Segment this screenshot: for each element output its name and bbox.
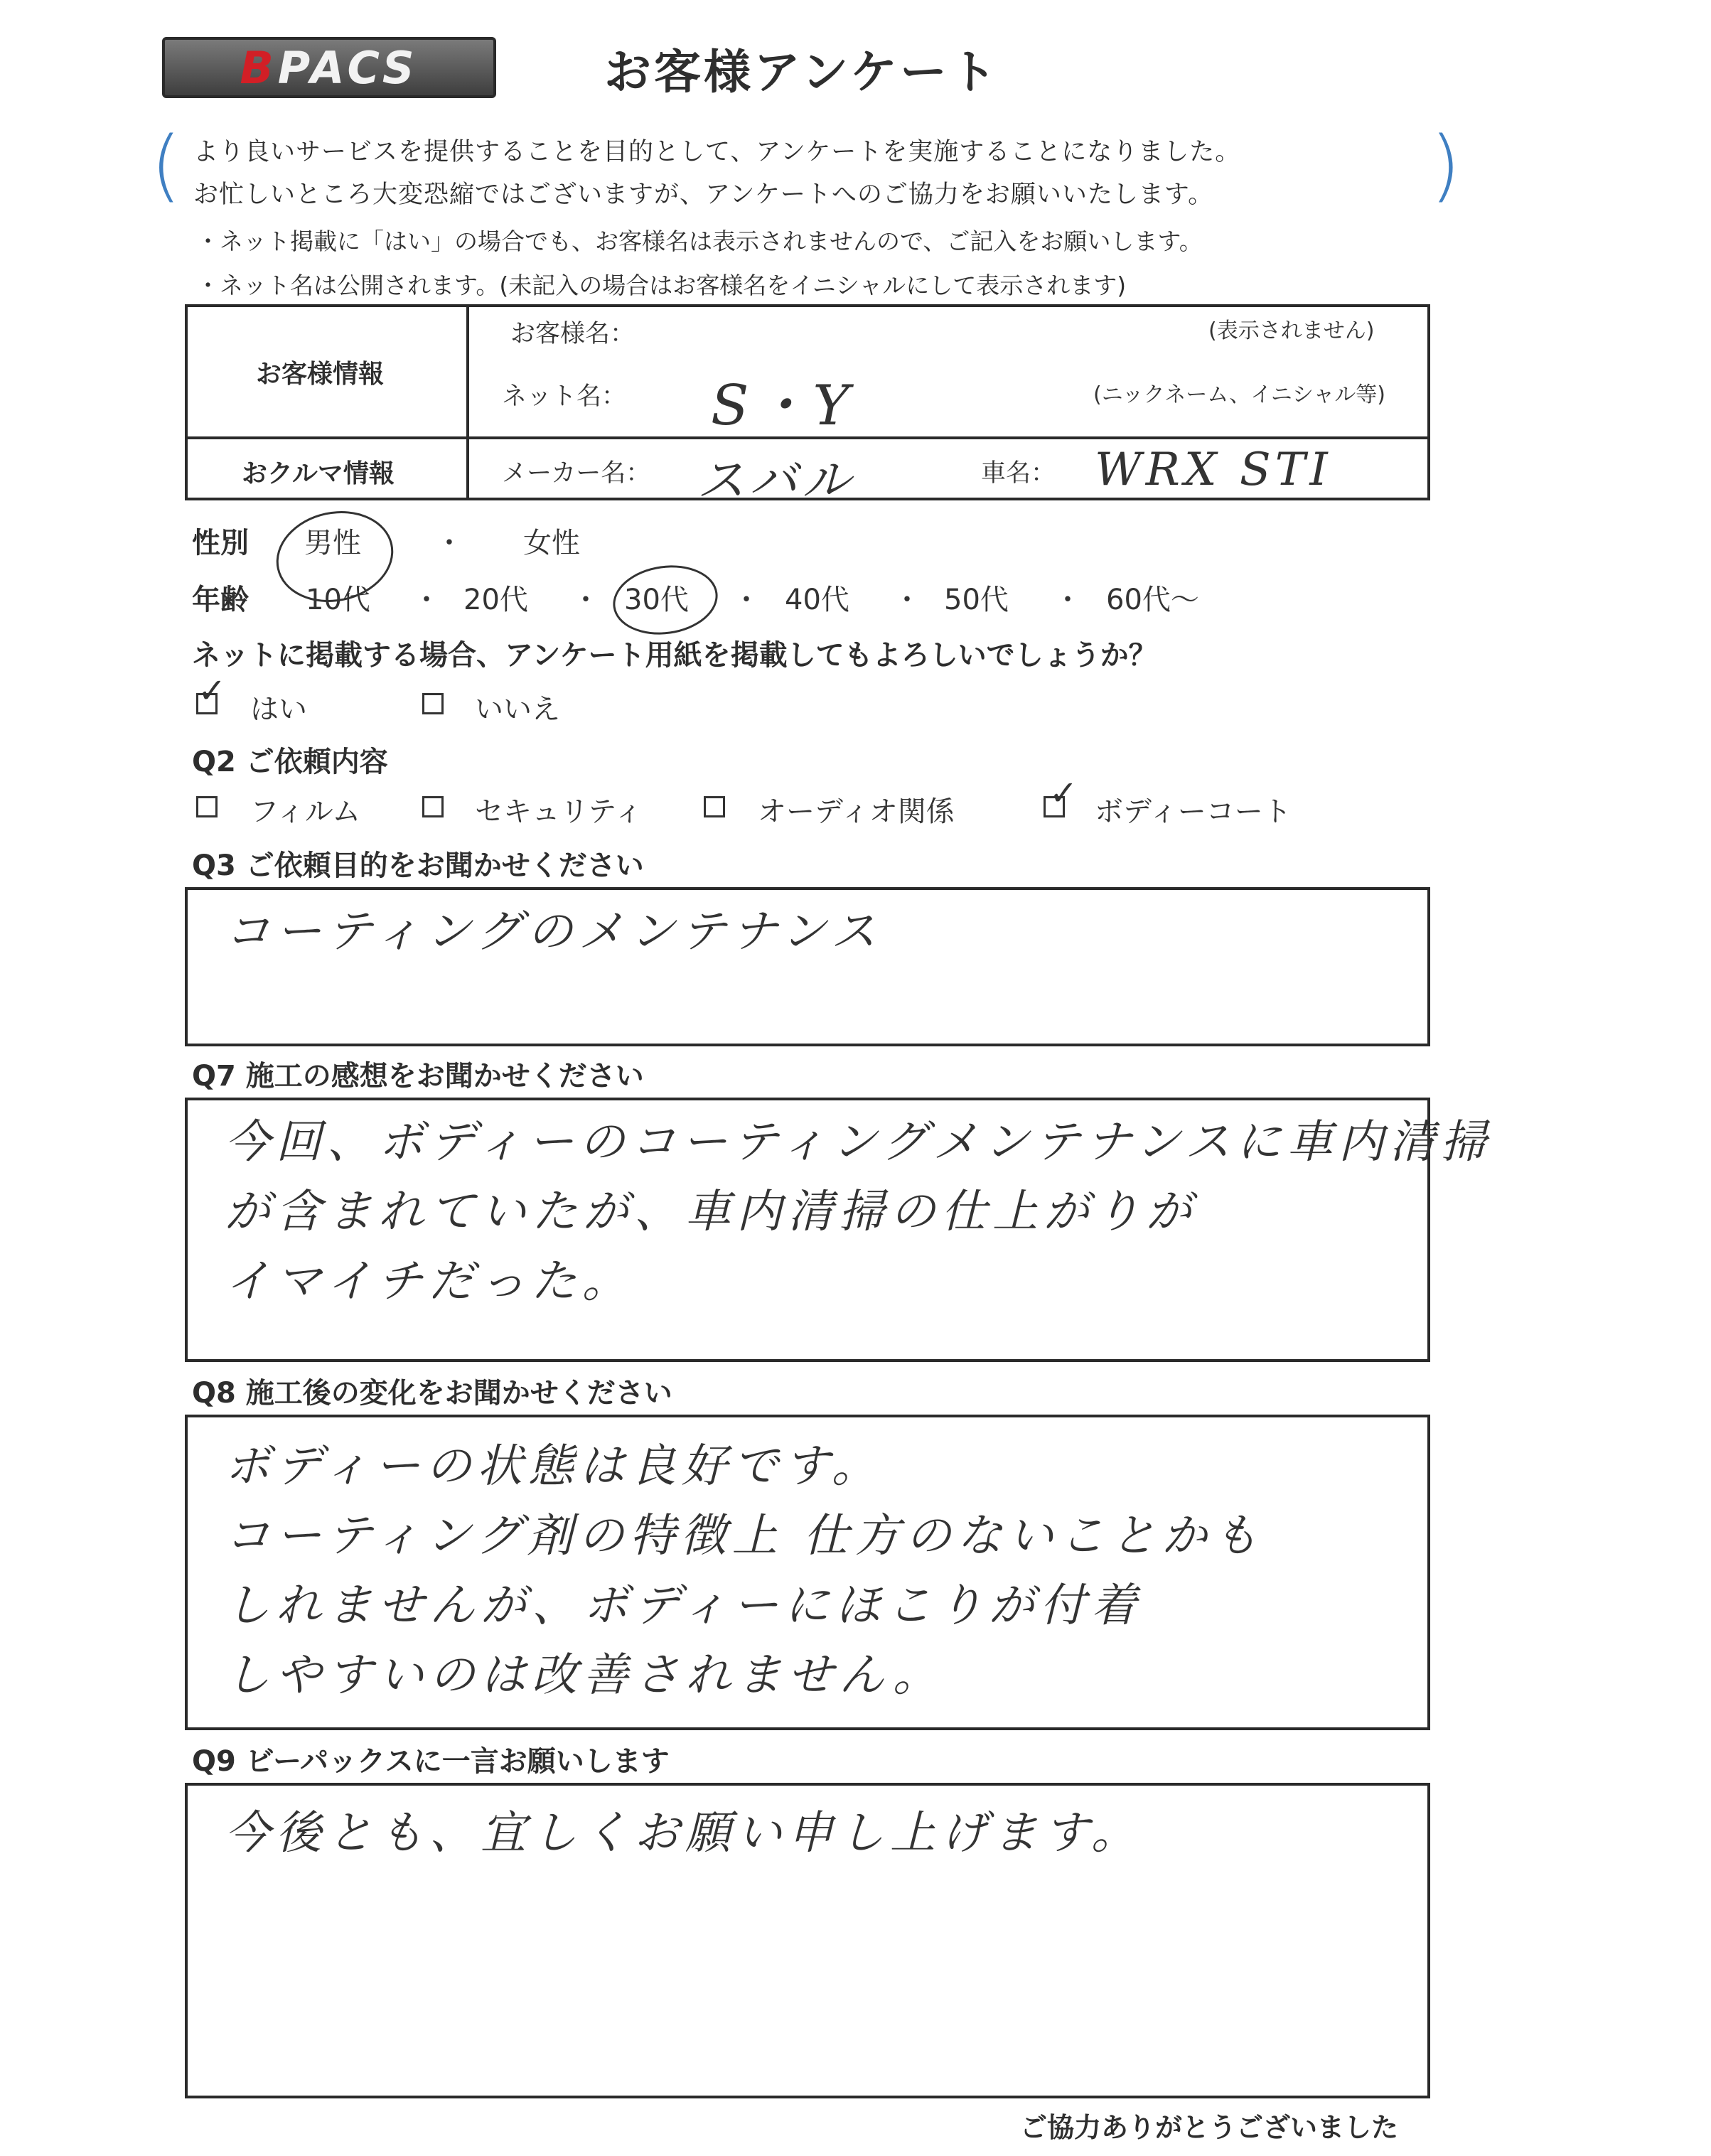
q8-answer: ボディーの状態は良好です。 コーティング剤の特徴上 仕方のないことかも しれませんが、ボディーにほこりが付着 しやすいのは改善されません。 bbox=[225, 1440, 1264, 1702]
maker-label: メーカー名： bbox=[502, 459, 651, 488]
bpacs-logo bbox=[162, 37, 496, 98]
net-name-label: ネット名： bbox=[502, 382, 627, 411]
q1-question: ネットに掲載する場合、アンケート用紙を掲載してもよろしいでしょうか？ bbox=[192, 639, 1157, 672]
net-name-note: (ニックネーム、イニシャル等) bbox=[1093, 382, 1386, 407]
car-name-value: WRX STI bbox=[1095, 444, 1332, 496]
customer-name-label: お客様名： bbox=[510, 320, 635, 348]
car-name-label: 車名： bbox=[981, 459, 1056, 488]
gender-option-male[interactable]: 男性 bbox=[304, 527, 361, 559]
q2-film-label: フィルム bbox=[250, 795, 361, 828]
maker-value: スバル bbox=[697, 453, 855, 509]
left-bracket-icon: ( bbox=[151, 119, 181, 210]
gender-separator: ・ bbox=[435, 527, 463, 559]
q2-security-label: セキュリティ bbox=[475, 795, 643, 828]
check-mark-icon: ✓ bbox=[198, 671, 227, 711]
footer-thanks: ご協力ありがとうございました bbox=[1019, 2112, 1398, 2143]
gender-option-female[interactable]: 女性 bbox=[523, 527, 580, 559]
q2-bodycoat-label: ボディーコート bbox=[1095, 795, 1292, 828]
age-label: 年齢 bbox=[192, 584, 249, 616]
age-option-30s[interactable]: 30代 bbox=[624, 584, 689, 616]
q1-no-checkbox[interactable] bbox=[422, 693, 444, 714]
q3-heading: Q3 ご依頼目的をお聞かせください bbox=[192, 849, 644, 882]
age-selected-circle-icon bbox=[608, 559, 722, 641]
logo-text: BPACS bbox=[240, 41, 419, 94]
gender-label: 性別 bbox=[192, 527, 249, 559]
q3-answer: コーティングのメンテナンス bbox=[225, 906, 882, 958]
right-bracket-icon: ) bbox=[1430, 119, 1461, 210]
table-divider-vertical bbox=[466, 304, 469, 500]
q2-audio-label: オーディオ関係 bbox=[758, 795, 955, 828]
age-separator: ・ bbox=[412, 584, 441, 616]
car-info-label: おクルマ情報 bbox=[242, 459, 395, 488]
check-mark-icon: ✓ bbox=[1049, 773, 1078, 813]
q7-heading: Q7 施工の感想をお聞かせください bbox=[192, 1060, 644, 1093]
q8-heading: Q8 施工後の変化をお聞かせください bbox=[192, 1377, 672, 1410]
age-separator: ・ bbox=[1053, 584, 1082, 616]
page-title: お客様アンケート bbox=[604, 45, 1000, 100]
age-separator: ・ bbox=[893, 584, 921, 616]
age-option-50s[interactable]: 50代 bbox=[944, 584, 1009, 616]
q2-audio-checkbox[interactable] bbox=[704, 796, 725, 817]
q2-film-checkbox[interactable] bbox=[196, 796, 218, 817]
q9-answer: 今後とも、宜しくお願い申し上げます。 bbox=[225, 1807, 1142, 1860]
age-separator: ・ bbox=[572, 584, 600, 616]
intro-line-2: お忙しいところ大変恐縮ではございますが、アンケートへのご協力をお願いいたします。 bbox=[193, 181, 1214, 209]
q9-heading: Q9 ビーパックスに一言お願いします bbox=[192, 1745, 670, 1778]
note-line-2: ・ネット名は公開されます。(未記入の場合はお客様名をイニシャルにして表示されます) bbox=[196, 272, 1127, 299]
age-option-40s[interactable]: 40代 bbox=[785, 584, 849, 616]
age-separator: ・ bbox=[732, 584, 761, 616]
intro-line-1: より良いサービスを提供することを目的として、アンケートを実施することになりました。 bbox=[193, 138, 1241, 166]
q2-security-checkbox[interactable] bbox=[422, 796, 444, 817]
q7-answer: 今回、ボディーのコーティングメンテナンスに車内清掃 が含まれていたが、車内清掃の仕上がりが イマイチだった。 bbox=[225, 1116, 1492, 1308]
customer-info-label: お客様情報 bbox=[256, 360, 385, 389]
customer-name-note: (表示されません) bbox=[1208, 318, 1375, 343]
age-option-20s[interactable]: 20代 bbox=[463, 584, 528, 616]
age-option-10s[interactable]: 10代 bbox=[306, 584, 370, 616]
q2-heading: Q2 ご依頼内容 bbox=[192, 746, 388, 778]
net-name-value: S・Y bbox=[711, 374, 854, 438]
age-option-60s-plus[interactable]: 60代〜 bbox=[1106, 584, 1199, 616]
q1-yes-label: はい bbox=[250, 693, 307, 726]
q1-no-label: いいえ bbox=[475, 693, 560, 726]
note-line-1: ・ネット掲載に「はい」の場合でも、お客様名は表示されませんので、ご記入をお願いします。 bbox=[196, 227, 1203, 255]
